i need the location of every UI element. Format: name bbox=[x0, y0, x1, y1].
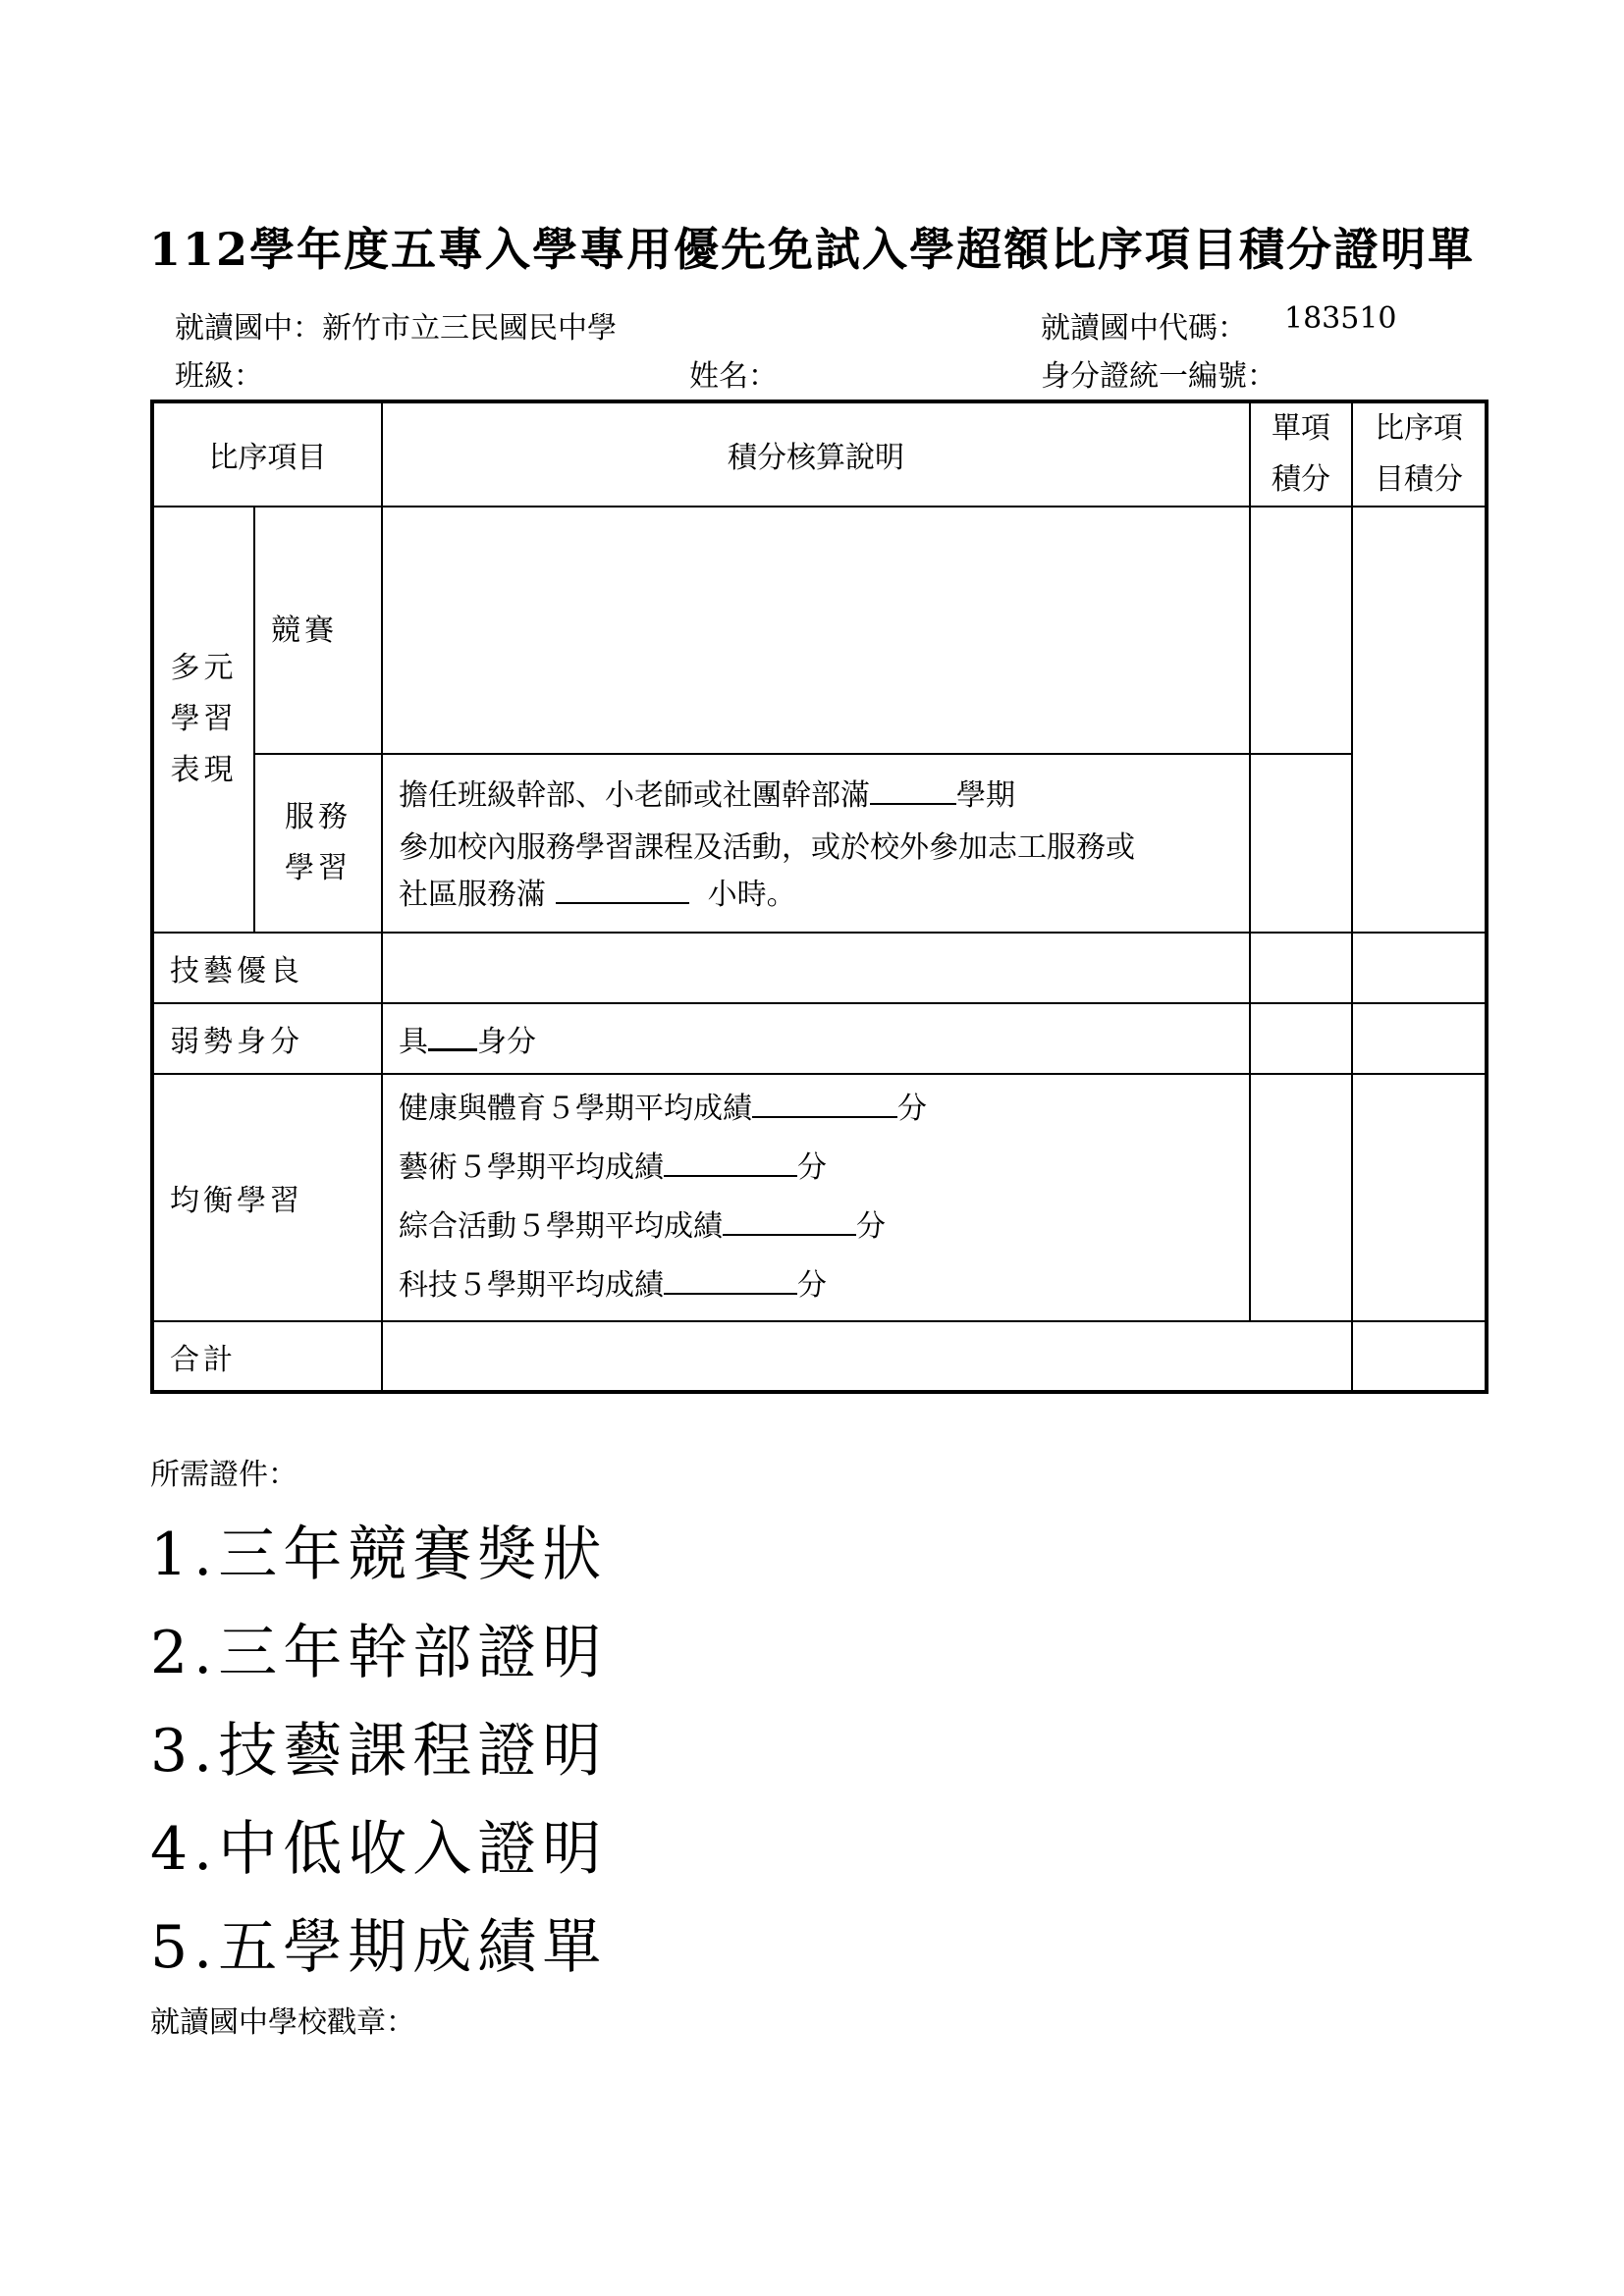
label-skill: 技藝優良 bbox=[152, 933, 382, 1003]
blank-status[interactable] bbox=[428, 1023, 477, 1051]
label-disadvantaged: 弱勢身分 bbox=[152, 1003, 382, 1074]
cell-balanced-desc: 健康與體育５學期平均成績 分 藝術５學期平均成績 分 綜合活動５學期平均成績 分 科技５學期平均成績 分 bbox=[382, 1074, 1250, 1321]
school-code-value: 183510 bbox=[1284, 301, 1397, 336]
label-service-learning: 服務 學習 bbox=[254, 754, 382, 933]
cell-competition-desc[interactable] bbox=[382, 507, 1250, 754]
label-competition: 競賽 bbox=[254, 507, 382, 754]
cell-total-desc[interactable] bbox=[382, 1321, 1352, 1392]
school-code-label: 就讀國中代碼： bbox=[1041, 311, 1247, 346]
blank-semesters[interactable] bbox=[870, 777, 956, 805]
required-doc-item: 2.三年幹部證明 bbox=[150, 1619, 608, 1687]
cell-skill-total[interactable] bbox=[1352, 933, 1487, 1003]
required-doc-item: 4.中低收入證明 bbox=[150, 1815, 608, 1884]
required-docs-heading: 所需證件： bbox=[150, 1458, 298, 1492]
table-header-row bbox=[152, 401, 1487, 507]
row-service bbox=[152, 754, 1487, 933]
cell-disadvantaged-score[interactable] bbox=[1250, 1003, 1352, 1074]
required-doc-item: 5.五學期成績單 bbox=[150, 1913, 608, 1982]
cell-multi-total[interactable] bbox=[1352, 507, 1487, 933]
cell-grand-total[interactable] bbox=[1352, 1321, 1487, 1392]
page-title: 112學年度五專入學專用優先免試入學超額比序項目積分證明單 bbox=[148, 223, 1476, 276]
blank-art-score[interactable] bbox=[664, 1149, 797, 1177]
group-multi-learning: 多元 學習 表現 bbox=[152, 507, 254, 933]
cell-service-score[interactable] bbox=[1250, 754, 1352, 933]
school-stamp-label: 就讀國中學校戳章： bbox=[150, 2005, 415, 2040]
score-table bbox=[150, 400, 1489, 1394]
blank-activity-score[interactable] bbox=[723, 1208, 856, 1236]
header-item-score: 比序項 目積分 bbox=[1352, 401, 1487, 507]
header-item: 比序項目 bbox=[152, 401, 382, 507]
cell-disadvantaged-desc: 具 身分 bbox=[382, 1003, 1250, 1074]
header-single-score: 單項 積分 bbox=[1250, 401, 1352, 507]
cell-competition-score[interactable] bbox=[1250, 507, 1352, 754]
row-balanced bbox=[152, 1074, 1487, 1321]
class-label: 班級： bbox=[175, 359, 263, 394]
required-doc-item: 1.三年競賽獎狀 bbox=[150, 1521, 608, 1589]
row-total bbox=[152, 1321, 1487, 1392]
blank-pe-score[interactable] bbox=[752, 1091, 897, 1118]
label-balanced: 均衡學習 bbox=[152, 1074, 382, 1321]
required-doc-item: 3.技藝課程證明 bbox=[150, 1717, 608, 1786]
cell-disadvantaged-total[interactable] bbox=[1352, 1003, 1487, 1074]
id-number-label: 身分證統一編號： bbox=[1041, 359, 1276, 394]
row-disadvantaged bbox=[152, 1003, 1487, 1074]
row-competition bbox=[152, 507, 1487, 754]
blank-tech-score[interactable] bbox=[664, 1267, 797, 1295]
row-skill bbox=[152, 933, 1487, 1003]
school-name: 就讀國中：新竹市立三民國民中學 bbox=[175, 311, 617, 346]
cell-service-desc: 擔任班級幹部、小老師或社團幹部滿 學期 參加校內服務學習課程及活動，或於校外參加志工服務或 社區服務滿 小時。 bbox=[382, 754, 1250, 933]
blank-hours[interactable] bbox=[556, 877, 689, 904]
cell-balanced-total[interactable] bbox=[1352, 1074, 1487, 1321]
cell-balanced-score[interactable] bbox=[1250, 1074, 1352, 1321]
cell-skill-desc[interactable] bbox=[382, 933, 1250, 1003]
cell-skill-score[interactable] bbox=[1250, 933, 1352, 1003]
header-description: 積分核算說明 bbox=[382, 401, 1250, 507]
name-label: 姓名： bbox=[689, 359, 778, 394]
label-total: 合計 bbox=[152, 1321, 382, 1392]
